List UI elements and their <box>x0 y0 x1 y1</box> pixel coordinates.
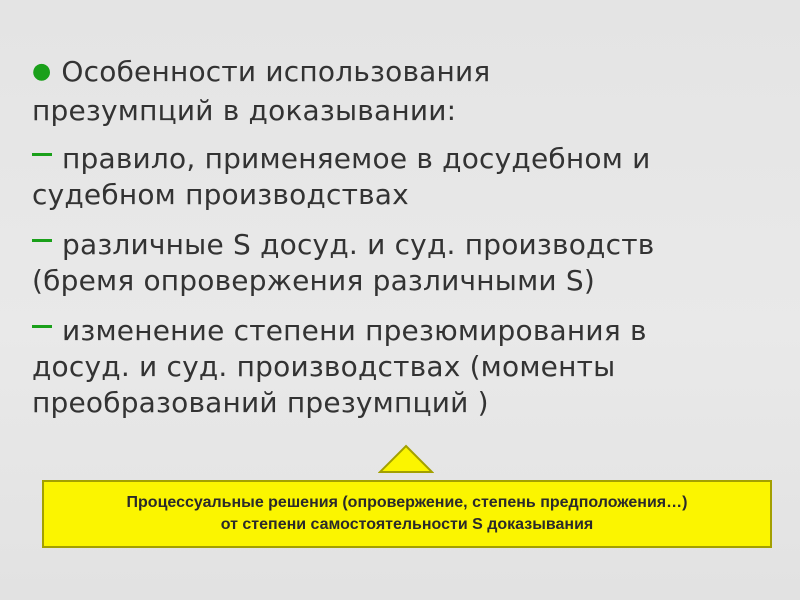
slide-content <box>32 54 772 435</box>
point-1-line-1: правило, применяемое в досудебном и <box>62 142 651 175</box>
point-2-line-2: (бремя опровержения различными S) <box>32 264 595 297</box>
callout-line-2: от степени самостоятельности S доказывания <box>220 516 594 533</box>
bullet-icon: ● <box>32 59 52 84</box>
point-3-line-1: изменение степени презюмирования в <box>62 314 647 347</box>
title-line-2: презумпций в доказывании: <box>32 94 457 127</box>
dash-icon <box>32 325 52 328</box>
point-2 <box>32 227 772 299</box>
point-3-line-3: преобразований презумпций ) <box>32 386 489 419</box>
point-3-line-2: досуд. и суд. производствах (моменты <box>32 350 616 383</box>
title-line-1: Особенности использования <box>61 55 491 88</box>
point-1 <box>32 141 772 213</box>
dash-icon <box>32 153 52 156</box>
slide-title <box>32 54 772 129</box>
callout-line-1: Процессуальные решения (опровержение, степень предположения…) <box>126 494 688 511</box>
dash-icon <box>32 239 52 242</box>
point-3 <box>32 313 772 421</box>
point-2-line-1: различные S досуд. и суд. производств <box>62 228 655 261</box>
point-1-line-2: судебном производствах <box>32 178 409 211</box>
callout-box <box>42 480 772 548</box>
triangle-up-arrow-icon <box>378 444 434 474</box>
